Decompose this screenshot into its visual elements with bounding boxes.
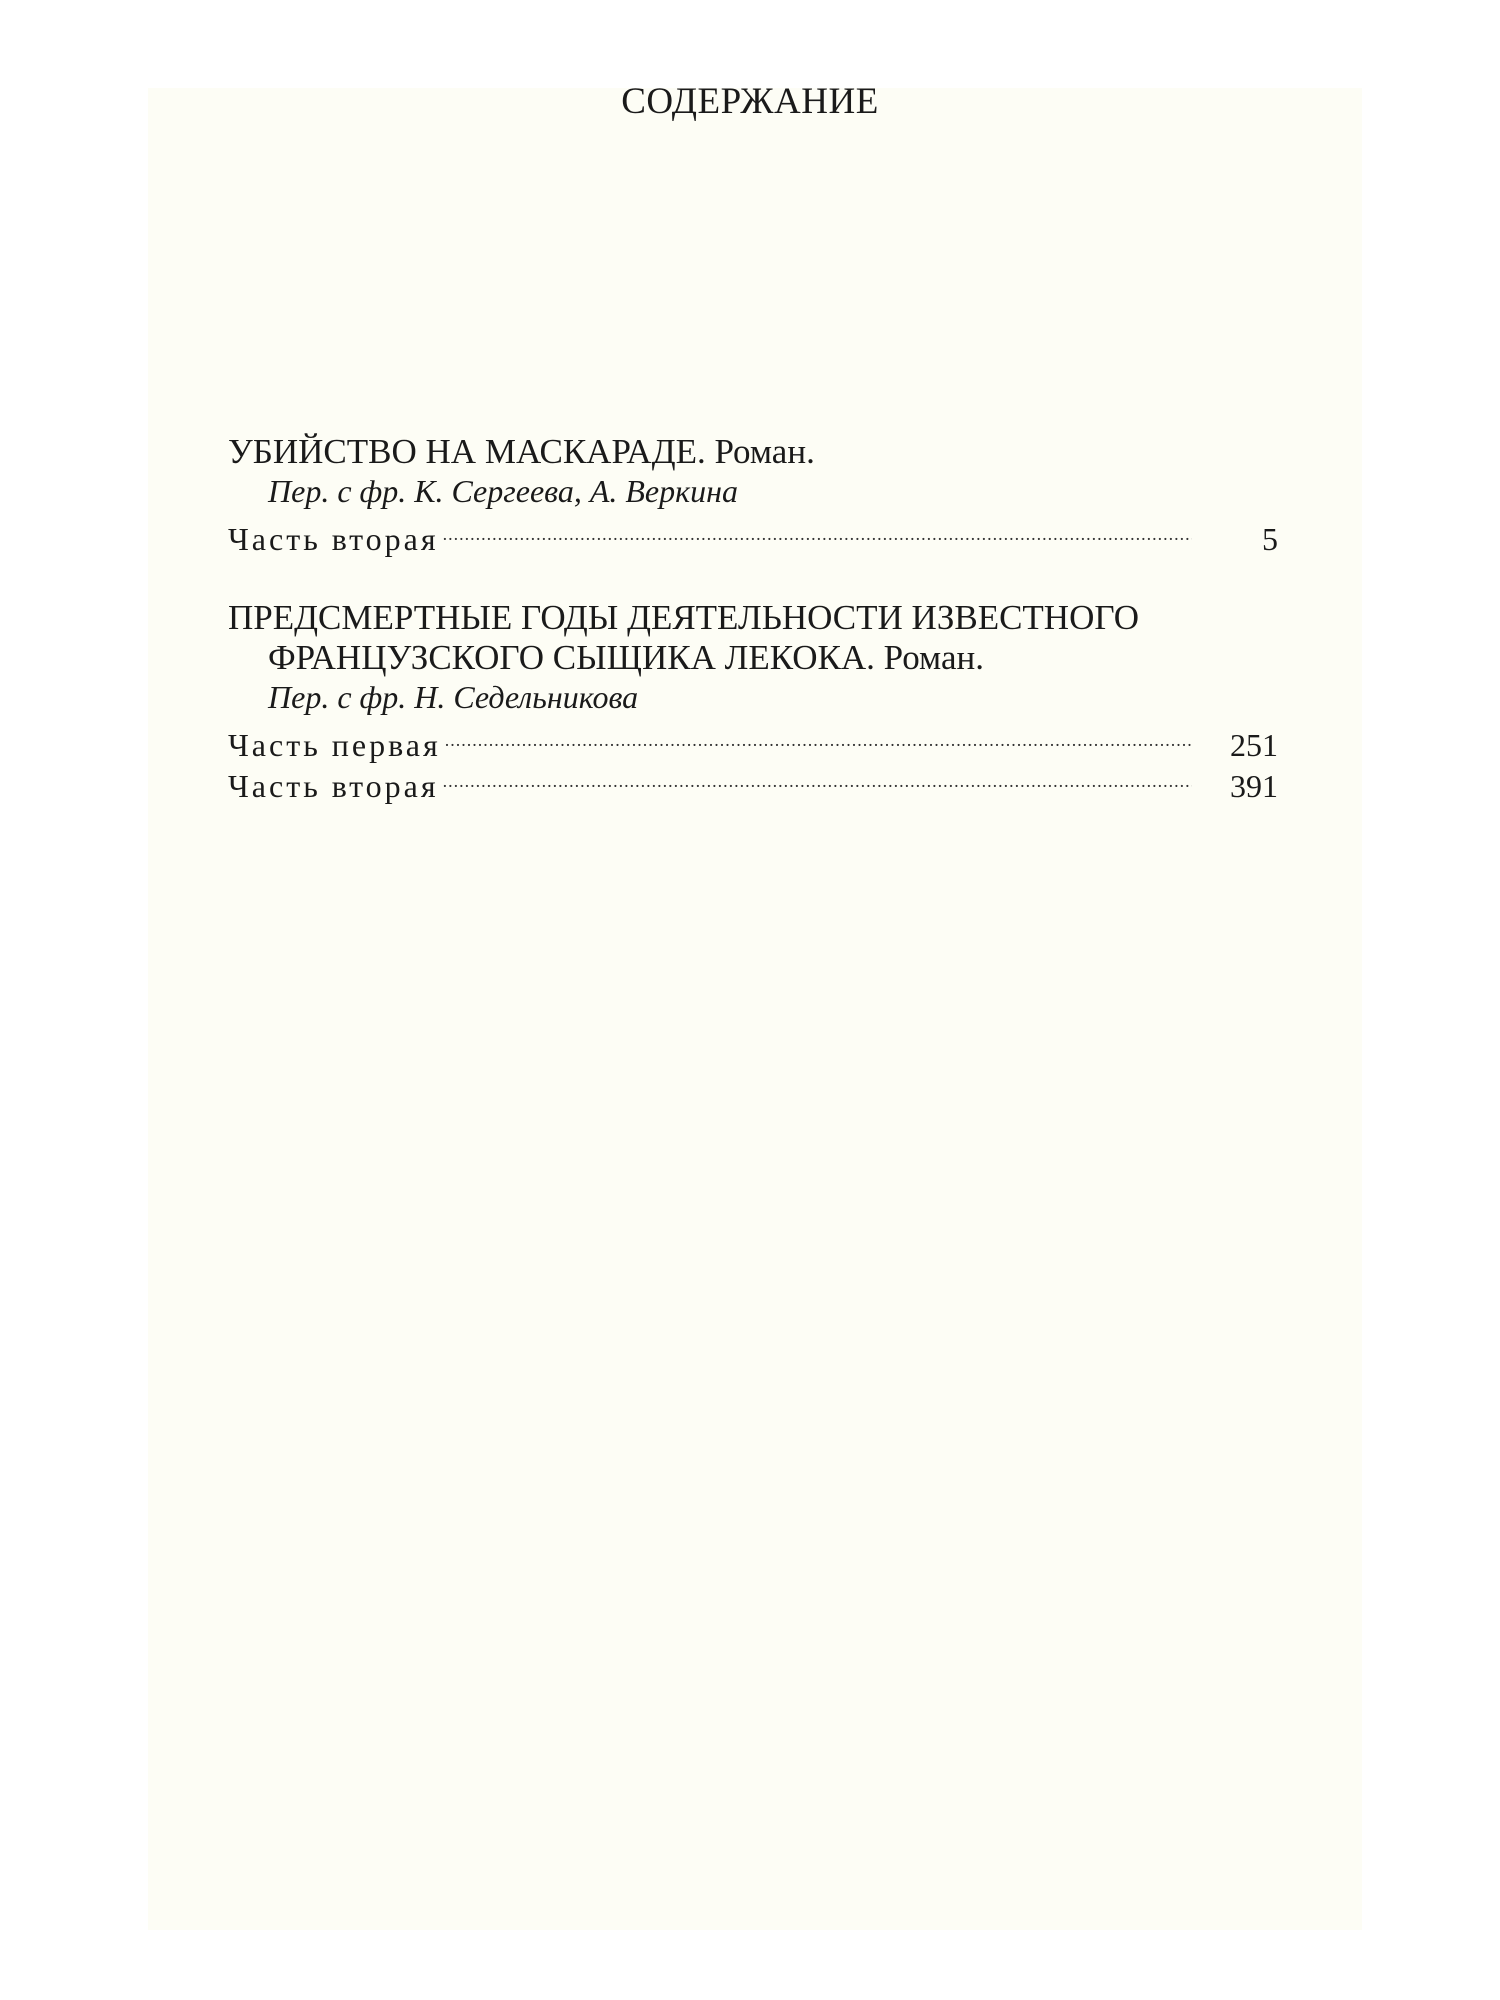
toc-heading: СОДЕРЖАНИЕ	[621, 81, 879, 122]
toc-row-label: Часть первая	[228, 727, 441, 763]
toc-row[interactable]	[228, 724, 1278, 765]
page-number: 251	[1230, 727, 1278, 763]
translator-credit: Пер. с фр. К. Сергеева, А. Веркина	[268, 473, 738, 509]
toc-row[interactable]	[228, 518, 1278, 559]
dot-leader	[445, 724, 1192, 756]
page-sheet	[148, 88, 1362, 1930]
work-title-line: УБИЙСТВО НА МАСКАРАДЕ. Роман.	[228, 432, 815, 471]
work-title-line-continued: ФРАНЦУЗСКОГО СЫЩИКА ЛЕКОКА. Роман.	[268, 638, 984, 677]
work-title-line: ПРЕДСМЕРТНЫЕ ГОДЫ ДЕЯТЕЛЬНОСТИ ИЗВЕСТНОГО	[228, 598, 1139, 637]
toc-entry-work-2	[228, 598, 1278, 806]
dot-leader	[443, 518, 1192, 550]
page-number: 5	[1262, 521, 1278, 557]
translator-credit: Пер. с фр. Н. Седельникова	[268, 679, 639, 715]
page-number: 391	[1230, 768, 1278, 804]
dot-leader	[443, 765, 1192, 797]
toc-row-label: Часть вторая	[228, 768, 439, 804]
work-title	[228, 598, 1278, 678]
work-title	[228, 432, 1278, 472]
toc-entry-work-1	[228, 432, 1278, 559]
toc-row[interactable]	[228, 765, 1278, 806]
toc-row-label: Часть вторая	[228, 521, 439, 557]
